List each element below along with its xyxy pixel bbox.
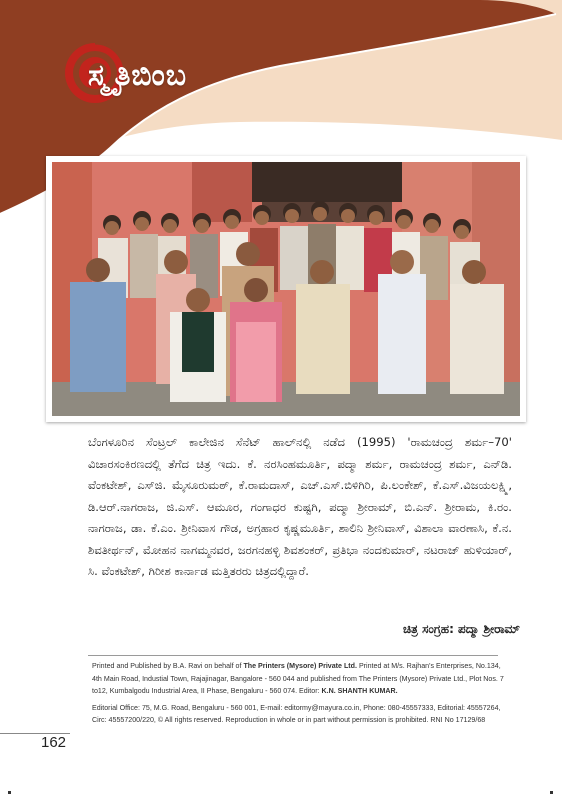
imprint-publisher: Printed and Published by B.A. Ravi on behalf of The Printers (Mysore) Private Ltd. Printed at M/s. Rajhan's Enterprises, No.134, 4th Main Road, Industial Town, Rajajinagar, Bangalore - 560 044 and published from The Printers (Mysore) Private Ltd., Plot Nos. 7 to12, Kumbalgodu Industrial Area, II Phase, Bengaluru - 560 074. Editor: K.N. SHANTH KUMAR. <box>92 662 504 696</box>
imprint-editorial: Editorial Office: 75, M.G. Road, Bengaluru - 560 001, E-mail: editormy@mayura.co.in, Phone: 080-45557333, Editorial: 45557264, Circ: 45557200/220, © All rights reserved. Reproduction in whole or in part without permission is prohibited. RNI No 17129/68 <box>92 703 501 725</box>
photo-credit: ಚಿತ್ರ ಸಂಗ್ರಹ: ಪದ್ಮಾ ಶ್ರೀರಾಮ್ <box>402 622 520 636</box>
imprint-block <box>92 660 504 731</box>
imprint-divider <box>88 655 498 656</box>
page-number: 162 <box>41 734 67 751</box>
photo-caption: ಬೆಂಗಳೂರಿನ ಸೆಂಟ್ರಲ್ ಕಾಲೇಜಿನ ಸೆನೆಟ್ ಹಾಲ್‌ನಲ್ಲಿ ನಡೆದ (1995) 'ರಾಮಚಂದ್ರ ಶರ್ಮ–70' ವಿಚಾರಸಂಕಿರಣದಲ್ಲಿ ತೆಗೆದ ಚಿತ್ರ ಇದು. ಕೆ. ನರಸಿಂಹಮೂರ್ತಿ, ಪದ್ಮಾ ಶರ್ಮ, ರಾಮಚಂದ್ರ ಶರ್ಮ, ಎನ್‌ಡಿ. ವೆಂಕಟೇಶ್, ಎಸ್‌ಜಿ. ಮೈಸೂರುಮಠ್, ಕೆ.ರಾಮದಾಸ್, ಎಚ್.ಎಸ್.ಬಿಳಿಗಿರಿ, ಪಿ.ಲಂಕೇಶ್, ಕೆ.ಎಸ್.ವಿಜಯಲಕ್ಷ್ಮಿ, ಡಿ.ಆರ್.ನಾಗರಾಜ, ಜಿ.ಎಸ್. ಆಮೂರ, ಗಂಗಾಧರ ಕುಷ್ಟಗಿ, ಪದ್ಮಾ ಶ್ರೀರಾಮ್, ಬಿ.ಎನ್. ಶ್ರೀರಾಮ, ಕಿ.ರಂ. ನಾಗರಾಜ, ಡಾ. ಕೆ.ಎಂ. ಶ್ರೀನಿವಾಸ ಗೌಡ, ಅಗ್ರಹಾರ ಕೃಷ್ಣಮೂರ್ತಿ, ಶಾಲಿನಿ ಶ್ರೀನಿವಾಸ್, ವಿಶಾಲಾ ವಾರಣಾಸಿ, ಕೆ.ನ. ಶಿವತೀರ್ಥನ್, ಮೋಹನ ನಾಗಮ್ಮನವರ, ಜರಗನಹಳ್ಳಿ ಶಿವಶಂಕರ್, ಪ್ರತಿಭಾ ನಂದಕುಮಾರ್, ನಟರಾಜ್ ಹುಳಿಯಾರ್, ಸಿ. ವೆಂಕಟೇಶ್, ಗಿರೀಶ ಕಾರ್ನಾಡ ಮತ್ತಿತರರು ಚಿತ್ರದಲ್ಲಿದ್ದಾರೆ. <box>88 435 512 578</box>
group-photo <box>52 162 520 416</box>
crop-mark <box>550 791 553 794</box>
group-photo-frame <box>46 156 526 422</box>
section-title: ಸ್ಮೃತಿಬಿಂಬ <box>88 58 188 93</box>
crop-mark <box>8 791 11 794</box>
